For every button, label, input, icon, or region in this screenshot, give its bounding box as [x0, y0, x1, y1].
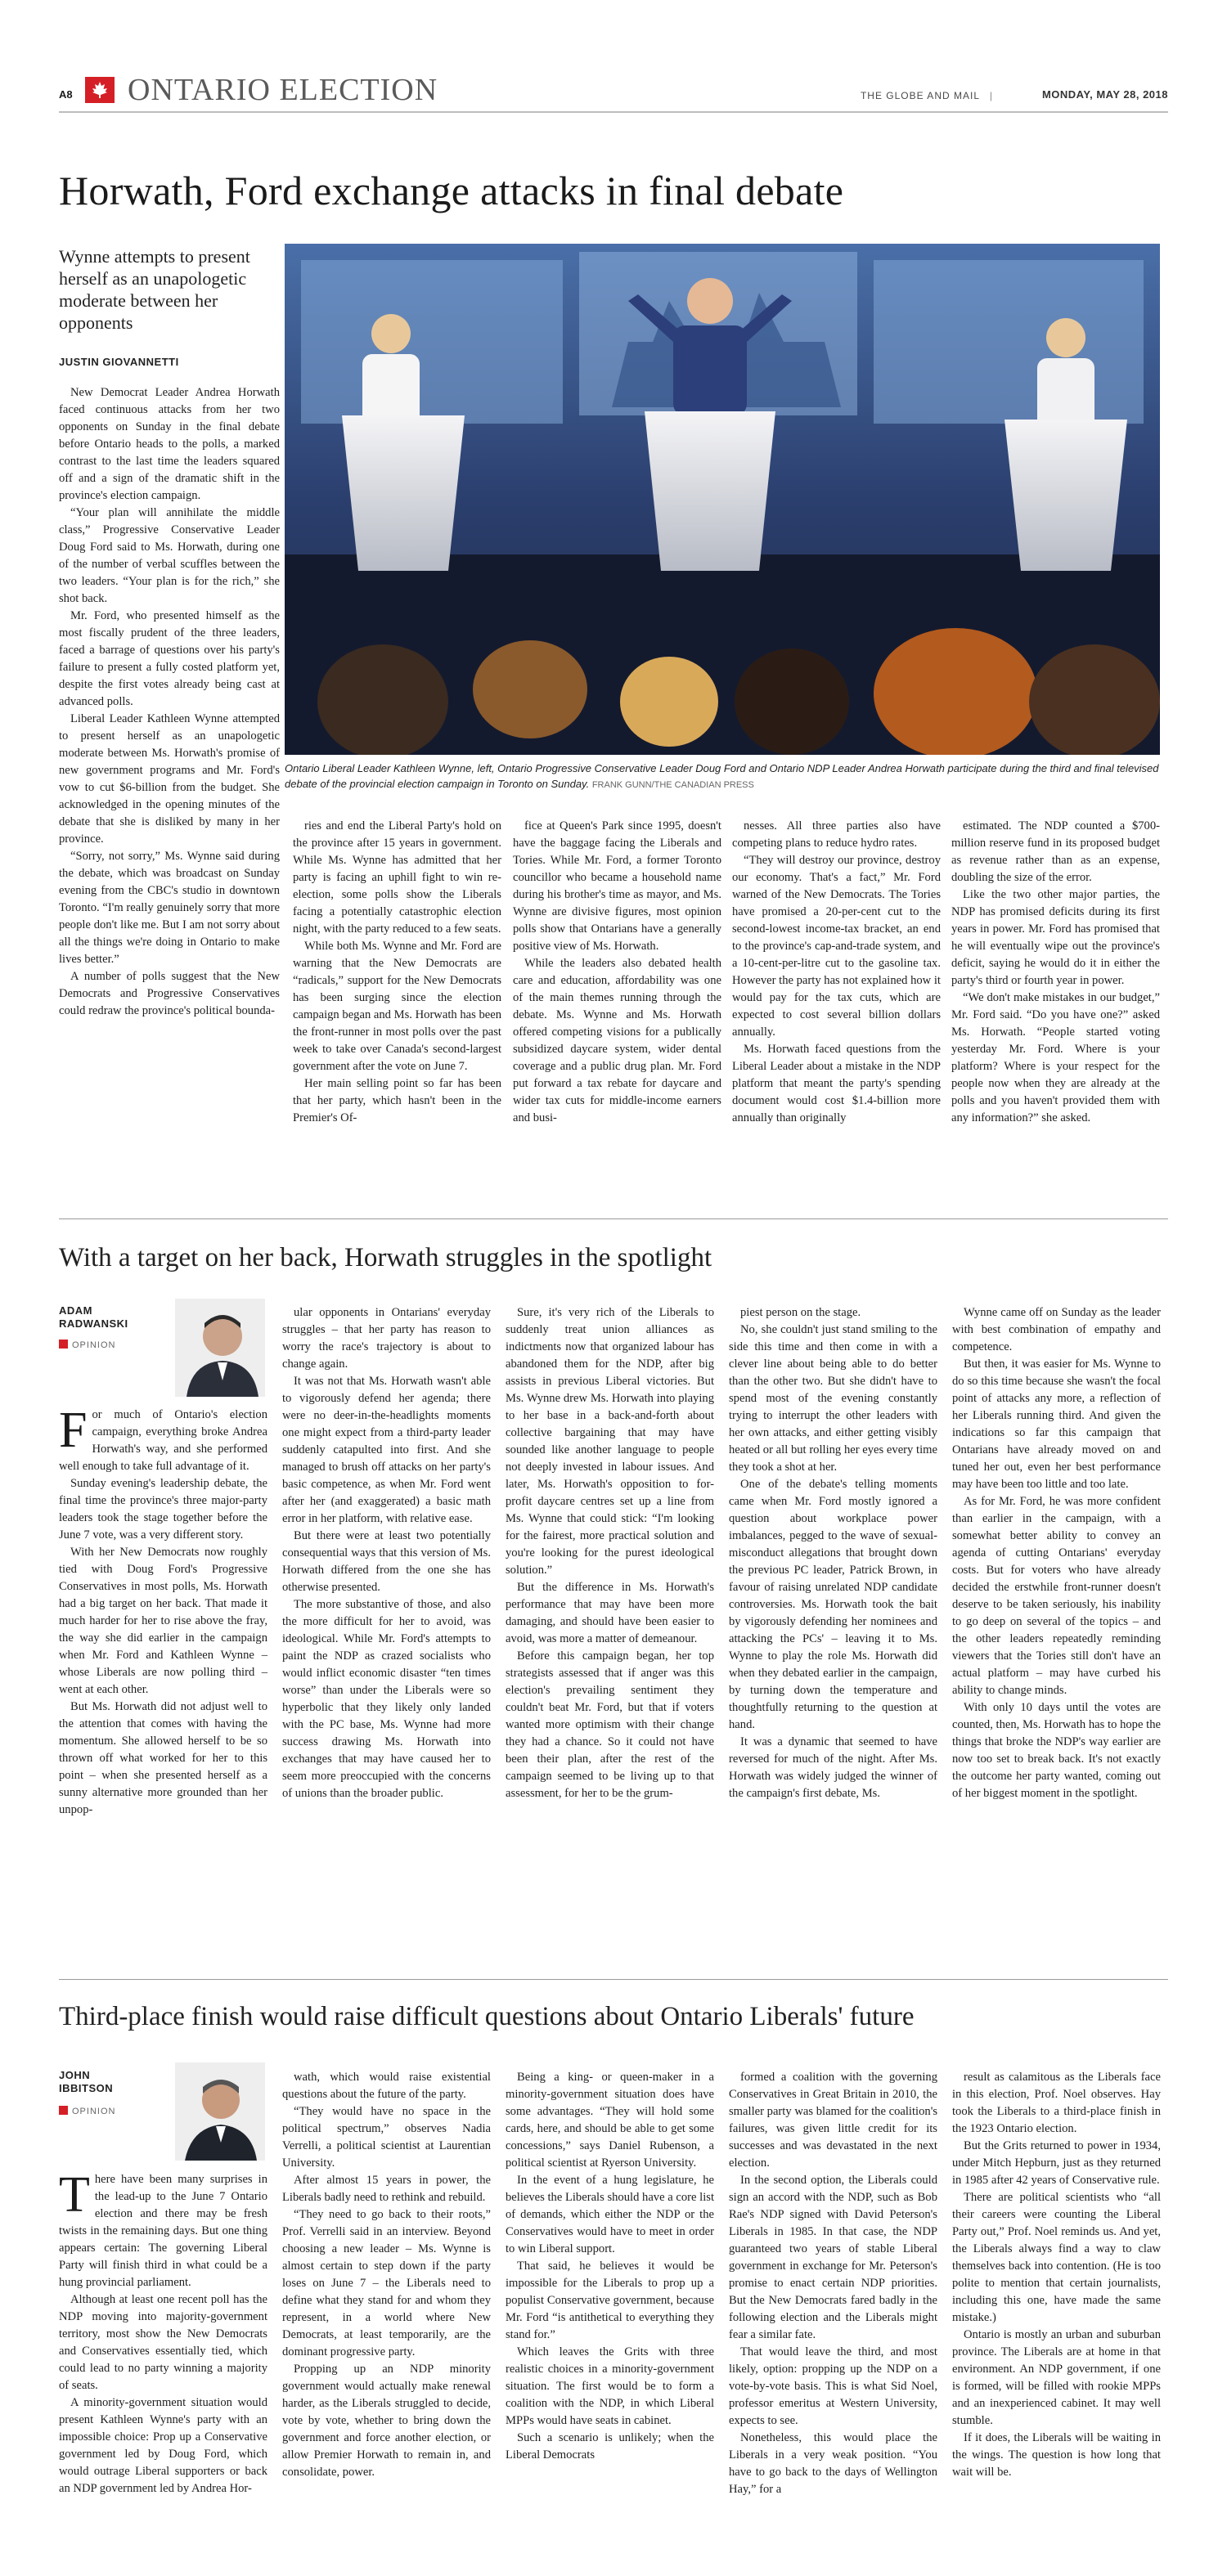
story1-deck: Wynne attempts to present herself as an unapologetic moderate between her opponents: [59, 246, 250, 333]
paragraph: “We don't make mistakes in our budget,” Mr. Ford said. “Do you have one?” asked Ms. Horwath. “People started voting yesterday Mr. Ford. Where is your platform? Where is your respect for the people now when they are already at the polls and you haven't provided them with any information?” she asked.: [951, 991, 1160, 1124]
paragraph: estimated. The NDP counted a $700-million reserve fund in its proposed budget as revenue rather than as an expense, doubling the size of the error.: [951, 819, 1160, 884]
paragraph: Sunday evening's leadership debate, the final time the province's three major-party leaders took the stage together before the June 7 vote, was a very different story.: [59, 1477, 267, 1542]
paragraph: fice at Queen's Park since 1995, doesn't have the baggage facing the Liberals and Tories. While Mr. Ford, a former Toronto councillor who became a household name during his brother's time as mayor, and Ms. Wynne are divisive figures, most opinion polls show that Ontarians have a generally positive view of Ms. Horwath.: [513, 819, 721, 953]
author-photo: [175, 2062, 265, 2161]
paragraph: wath, which would raise existential questions about the future of the party.: [282, 2071, 491, 2101]
paragraph: Nonetheless, this would place the Liberals in a very weak position. “You have to go back to the days of Wellington Hay,” for a: [729, 2431, 937, 2496]
paragraph: Although at least one recent poll has the NDP moving into majority-government territory, most show the New Democrats and Conservatives essentially tied, which could lead to no party winning a majority of seats.: [59, 2293, 267, 2392]
masthead: [59, 72, 1168, 113]
author-first-name: JOHN: [59, 2069, 91, 2081]
opinion-label-text: OPINION: [72, 2107, 116, 2116]
paragraph: But there were at least two potentially consequential ways that this version of Ms. Horwath differed from the one she has otherwise presented.: [282, 1529, 491, 1594]
paragraph: One of the debate's telling moments came when Mr. Ford mostly ignored a question about workplace power imbalances, pegged to the wave of sexual-misconduct allegations that brought down the previous PC leader, Patrick Brown, in favour of raising unrelated NDP candidate controversies. Ms. Horwath took the bait by vigorously defending her nominees and attacking the PCs' – leaving it to Ms. Wynne to play the role Ms. Horwath did when they debated earlier in the campaign, by turning down the temperature and thoughtfully returning to the question at hand.: [729, 1478, 937, 1731]
photo-credit: FRANK GUNN/THE CANADIAN PRESS: [591, 780, 754, 790]
paragraph: Sure, it's very rich of the Liberals to suddenly treat union alliances as indictments now that organized labour has abandoned them for the NDP, after big assists in previous Liberal victories. But Ms. Wynne drew Ms. Horwath into playing to her base in a back-and-forth about collective bargaining that may have sounded like another language to people not deeply invested in labour issues. And later, Ms. Horwath's opposition to for-profit daycare centres set up a line from Ms. Wynne that could stick: “I'm looking for the fairest, more practical solution and you're looking for the purest ideological solution.”: [506, 1306, 714, 1577]
story2-column-5: [952, 1304, 1161, 1802]
opinion-square-icon: [59, 2106, 68, 2115]
paragraph-text: here have been many surprises in the lead-up to the June 7 Ontario election and there may be fresh twists in the remaining days. But one thing appears certain: The governing Liberal Party will finish third in what could be a hung provincial parliament.: [59, 2173, 267, 2289]
author-first-name: ADAM: [59, 1304, 92, 1317]
paragraph: Such a scenario is unlikely; when the Liberal Democrats: [506, 2431, 714, 2462]
paragraph: But then, it was easier for Ms. Wynne to do so this time because she wasn't the focal point of attacks any more, a reflection of her Liberals running third. And given the indications so far this campaign that Ontarians have already moved on and tuned her out, even her best performance may have been too little and too late.: [952, 1358, 1161, 1491]
paragraph: ular opponents in Ontarians' everyday struggles – that her party has reason to worry the race's trajectory is about to change again.: [282, 1306, 491, 1371]
opinion-label-text: OPINION: [72, 1340, 116, 1350]
paragraph: nesses. All three parties also have competing plans to reduce hydro rates.: [732, 819, 941, 850]
photo-caption: [285, 761, 1160, 793]
paragraph: In the second option, the Liberals could sign an accord with the NDP, such as Bob Rae's NDP signed with David Peterson's Liberals in 1985. In that case, the NDP guaranteed two years of stable Liberal government in exchange for Mr. Peterson's promise to enact certain NDP priorities. But the New Democrats fared badly in the following election and the Liberals might fear a similar fate.: [729, 2174, 937, 2341]
paragraph: formed a coalition with the governing Conservatives in Great Britain in 2010, the smaller party was blamed for the coalition's failures, was given little credit for its successes and was devastated in the next election.: [729, 2071, 937, 2170]
section-divider: [59, 1218, 1168, 1219]
section-divider: [59, 1979, 1168, 1980]
story2-opinion-label: [59, 1340, 115, 1350]
story2-column-4: [729, 1304, 937, 1802]
paragraph: Wynne came off on Sunday as the leader with best combination of empathy and competence.: [952, 1306, 1161, 1353]
paragraph: [59, 2167, 267, 2291]
author-last-name: RADWANSKI: [59, 1317, 128, 1330]
paragraph: But the difference in Ms. Horwath's performance that may have been more damaging, and should have been easier to avoid, was more a matter of demeanour.: [506, 1581, 714, 1645]
issue-date: MONDAY, MAY 28, 2018: [1041, 88, 1168, 101]
author-last-name: IBBITSON: [59, 2082, 114, 2094]
story3-opinion-label: [59, 2106, 115, 2116]
paragraph: Being a king- or queen-maker in a minority-government situation does have some advantages. “They will hold some cards, here, and should be able to get some concessions,” says Daniel Rubenson, a political scientist at Ryerson University.: [506, 2071, 714, 2170]
story2-column-2: [282, 1304, 491, 1802]
paragraph: Which leaves the Grits with three realistic choices in a minority-government situation. The first would be to form a coalition with the NDP, in which Liberal MPPs would have seats in cabinet.: [506, 2345, 714, 2427]
paragraph: No, she couldn't just stand smiling to the side this time and then come in with a clever line about being able to do better than the other two. But she didn't have to spend most of the evening constantly trying to interrupt the other leaders with her own attacks, and either getting visibly heated or all but rolling her eyes every time they took a shot at her.: [729, 1323, 937, 1474]
paragraph: Ms. Horwath faced questions from the Liberal Leader about a mistake in the NDP platform that meant the party's spending document would cost $1.4-billion more annually than originally: [732, 1043, 941, 1124]
paragraph: It was a dynamic that seemed to have reversed for much of the night. After Ms. Horwath was widely judged the winner of the campaign's first debate, Ms.: [729, 1735, 937, 1800]
paragraph: [59, 1402, 267, 1475]
paragraph: “They will destroy our province, destroy our economy. That's a fact,” Mr. Ford warned of the New Democrats. The Tories have promised a 20-per-cent cut to the second-lowest income-tax bracket, an end to the province's cap-and-trade system, and a 10-cent-per-litre cut to the gasoline tax. However the party has not explained how it would pay for the tax cuts, which are expected to cost several billion dollars annually.: [732, 854, 941, 1039]
paragraph: With her New Democrats now roughly tied with Doug Ford's Progressive Conservatives in most polls, Ms. Horwath had a big target on her back. That made it much harder for her to rise above the fray, the way she did earlier in the campaign when Mr. Ford and Kathleen Wynne – whose Liberals are now polling third – went at each other.: [59, 1546, 267, 1696]
story2-column-1: [59, 1402, 267, 1819]
story2-headline: With a target on her back, Horwath struggles in the spotlight: [59, 1243, 712, 1272]
story3-column-5: [952, 2069, 1161, 2481]
paragraph: Liberal Leader Kathleen Wynne attempted to present herself as an unapologetic moderate between Ms. Horwath's promise of new government programs and Mr. Ford's vow to cut $6-billion from the budget. She acknowledged in the opening minutes of the debate that she is disliked by many in her province.: [59, 712, 280, 846]
paragraph: The more substantive of those, and also the more difficult for her to avoid, was ideological. While Mr. Ford's attempts to paint the NDP as crazed socialists who would inflict economic disaster “ten times worse” than under the Liberals were so hyperbolic that they likely only landed with the PC base, Ms. Wynne had more success drawing Ms. Horwath into exchanges that may have caused her to seem more preoccupied with the concerns of unions than the broader public.: [282, 1598, 491, 1800]
opinion-square-icon: [59, 1340, 68, 1349]
author-photo: [175, 1299, 265, 1397]
paragraph: Her main selling point so far has been that her party, which hasn't been in the Premier's Of-: [293, 1077, 501, 1124]
paragraph: New Democrat Leader Andrea Horwath faced continuous attacks from her two opponents on Sunday in the final debate before Ontario heads to the polls, a marked contrast to the last time the leaders squared off and a sign of the dramatic shift in the province's election campaign.: [59, 386, 280, 502]
debate-photo: [285, 244, 1160, 755]
story3-author: [59, 2069, 182, 2095]
paragraph: That said, he believes it would be impossible for the Liberals to prop up a populist Conservative government, because Mr. Ford “is antithetical to everything they stand for.”: [506, 2260, 714, 2341]
paragraph: Like the two other major parties, the NDP has promised deficits during its first years in power. Mr. Ford has promised that he will eventually wipe out the province's deficit, saying he would do it in either the party's third or fourth year in power.: [951, 888, 1160, 987]
paragraph: result as calamitous as the Liberals face in this election, Prof. Noel observes. Hay took the Liberals to a third-place finish in the 1923 Ontario election.: [952, 2071, 1161, 2135]
paragraph: piest person on the stage.: [740, 1306, 861, 1319]
story1-column-1: [59, 384, 280, 1020]
paragraph: A minority-government situation would present Kathleen Wynne's party with an impossible choice: Prop up a Conservative government led by Doug Ford, which would outrage Liberal supporters or back an NDP government led by Andrea Hor-: [59, 2396, 267, 2495]
drop-cap: F: [59, 1402, 88, 1458]
story1-column-3: [513, 818, 721, 1127]
paragraph: “Your plan will annihilate the middle class,” Progressive Conservative Leader Doug Ford said to Ms. Horwath, during one of the number of verbal scuffles between the two leaders. “Your plan is for the rich,” she shot back.: [59, 506, 280, 605]
paragraph: Ontario is mostly an urban and suburban province. The Liberals are at home in that environment. An NDP government, if one is formed, will be filled with rookie MPPs and an inexperienced cabinet. It may well stumble.: [952, 2328, 1161, 2427]
paragraph: Mr. Ford, who presented himself as the most fiscally prudent of the three leaders, faced a barrage of questions over his party's failure to present a fully costed platform yet, despite the first votes already being cast at advanced polls.: [59, 609, 280, 708]
paragraph: After almost 15 years in power, the Liberals badly need to rethink and rebuild.: [282, 2174, 491, 2204]
paragraph: It was not that Ms. Horwath wasn't able to vigorously defend her agenda; there were no deer-in-the-headlights moments one might expect from a third-party leader suddenly catapulted into first. And she managed to brush off attacks on her party's basic competence, as when Mr. Ford went after her (and exaggerated) a basic math error in her platform, with relative ease.: [282, 1375, 491, 1525]
page-number: A8: [59, 88, 73, 101]
story3-column-1: [59, 2167, 267, 2497]
story1-byline: JUSTIN GIOVANNETTI: [59, 356, 179, 368]
paragraph: As for Mr. Ford, he was more confident than earlier in the campaign, with a somewhat better ability to convey an agenda of cutting Ontarians' everyday costs. But for voters who have already decided the erstwhile front-runner doesn't deserve to be taken seriously, his inability to go deep on several of the topics – and the other leaders repeatedly reminding viewers that the Tories still don't have an actual platform – may have curbed his ability to change minds.: [952, 1495, 1161, 1697]
section-title: ONTARIO ELECTION: [128, 73, 438, 107]
paragraph: ries and end the Liberal Party's hold on the province after 15 years in government. While Ms. Wynne has admitted that her party is facing an uphill fight to win re-election, some polls show the Liberals facing a potentially catastrophic election night, with the party reduced to a few seats.: [293, 819, 501, 936]
paragraph: While the leaders also debated health care and education, affordability was one of the main themes running through the debate. Ms. Wynne and Ms. Horwath offered competing visions for a publically subsidized daycare system, wider dental coverage and a public drug plan. Mr. Ford put forward a tax rebate for daycare and wider tax cuts for middle-income earners and busi-: [513, 957, 721, 1124]
paragraph-text: or much of Ontario's election campaign, everything broke Andrea Horwath's way, and she performed well enough to take full advantage of it.: [59, 1408, 267, 1473]
maple-leaf-icon: [85, 77, 115, 103]
paragraph: But Ms. Horwath did not adjust well to the attention that comes with having the momentum. She allowed herself to be so thrown off what worked for her to this point – when she presented herself as a sunny alternative more grounded than her unpop-: [59, 1700, 267, 1816]
story3-column-3: [506, 2069, 714, 2464]
paragraph: If it does, the Liberals will be waiting in the wings. The question is how long that wait will be.: [952, 2431, 1161, 2479]
paragraph: There are political scientists who “all their careers were counting the Liberal Party out,” Prof. Noel reminds us. And yet, the Liberals always find a way to claw themselves back into contention. (He is too polite to mention that certain journalists, including this one, have made the same mistake.): [952, 2191, 1161, 2324]
paragraph: Propping up an NDP minority government would actually make renewal harder, as the Liberals struggled to decide, vote by vote, whether to bring down the government and force another election, or allow Premier Horwath to remain in, and consolidate, power.: [282, 2363, 491, 2479]
story2-column-3: [506, 1304, 714, 1802]
paragraph: But the Grits returned to power in 1934, under Mitch Hepburn, just as they returned in 1985 after 42 years of Conservative rule.: [952, 2139, 1161, 2187]
paragraph: “They need to go back to their roots,” Prof. Verrelli said in an interview. Beyond choosing a new leader – Ms. Wynne is almost certain to step down if the party loses on June 7 – the Liberals need to define what they stand for and whom they represent, in a world where New Democrats, at least temporarily, are the dominant progressive party.: [282, 2208, 491, 2358]
story2-author: [59, 1304, 182, 1331]
story1-column-2: [293, 818, 501, 1127]
paragraph: A number of polls suggest that the New Democrats and Progressive Conservatives could redraw the province's political bounda-: [59, 970, 280, 1017]
drop-cap: T: [59, 2167, 90, 2223]
paragraph: While both Ms. Wynne and Mr. Ford are warning that the New Democrats are “radicals,” support for the New Democrats has been surging since the election campaign began and Ms. Horwath has been the front-runner in most polls over the past week to take over Canada's second-largest government after the vote on June 7.: [293, 940, 501, 1073]
paragraph: “They would have no space in the political spectrum,” observes Nadia Verrelli, a political scientist at Laurentian University.: [282, 2105, 491, 2170]
paragraph: Before this campaign began, her top strategists assessed that if anger was this election's prevailing sentiment they couldn't beat Mr. Ford, but that if voters wanted more optimism with their change they had a chance. So it could not have been their plan, after the rest of the campaign seemed to be living up to that assessment, for her to be the grum-: [506, 1649, 714, 1800]
story3-column-4: [729, 2069, 937, 2498]
paragraph: That would leave the third, and most likely, option: propping up the NDP on a vote-by-vote basis. This is what Sid Noel, professor emeritus at Western University, expects to see.: [729, 2345, 937, 2427]
paragraph: With only 10 days until the votes are counted, then, Ms. Horwath has to hope the things that broke the NDP's way earlier are now too set to break back. It's not exactly the outcome her party wanted, coming out of her biggest moment in the spotlight.: [952, 1701, 1161, 1800]
caption-text: Ontario Liberal Leader Kathleen Wynne, left, Ontario Progressive Conservative Leader Doug Ford and Ontario NDP Leader Andrea Horwath participate during the third and final televised debate of the provincial election campaign in Toronto on Sunday.: [285, 762, 1159, 790]
story1-headline: Horwath, Ford exchange attacks in final debate: [59, 168, 844, 213]
story3-headline: Third-place finish would raise difficult questions about Ontario Liberals' future: [59, 2002, 915, 2031]
separator: |: [989, 90, 992, 101]
story1-column-4: [732, 818, 941, 1127]
story3-column-2: [282, 2069, 491, 2481]
story1-column-5: [951, 818, 1160, 1127]
paragraph: In the event of a hung legislature, he believes the Liberals should have a core list of demands, which either the NDP or the Conservatives would have to meet in order to win Liberal support.: [506, 2174, 714, 2255]
newspaper-name: THE GLOBE AND MAIL: [860, 90, 980, 101]
paragraph: “Sorry, not sorry,” Ms. Wynne said during the debate, which was broadcast on Sunday evening from the CBC's studio in downtown Toronto. “I'm really genuinely sorry that more people don't like me. But I am not sorry about all the things we're doing in Ontario to make lives better.”: [59, 850, 280, 966]
